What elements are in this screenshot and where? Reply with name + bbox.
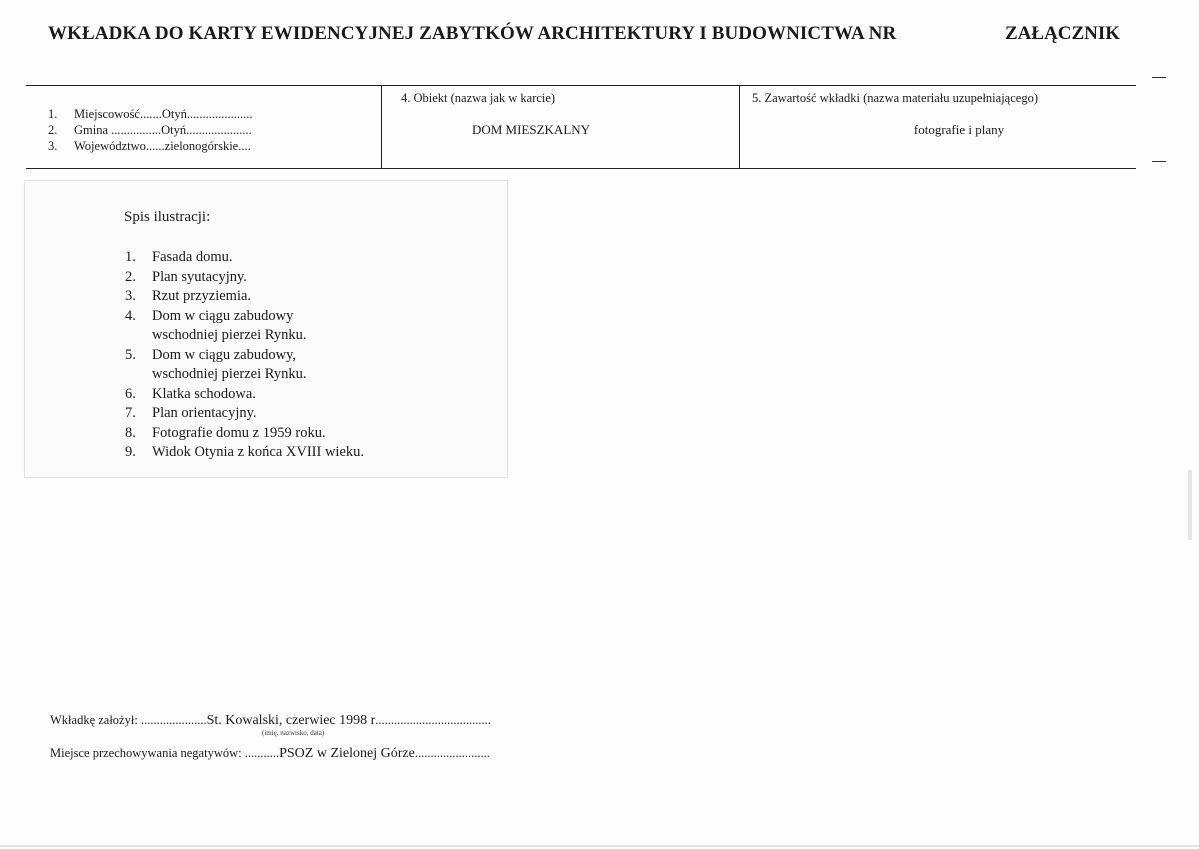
list-item: 2. Plan syutacyjny. [125,268,247,285]
founder-sublabel: (imię, nazwisko, data) [262,729,325,737]
scan-mark-right [1188,470,1192,540]
location-item: 1. Miejscowość.......Otyń..................... [48,107,253,121]
location-item: 3. Województwo......zielonogórskie.... [48,139,251,153]
founder-label: Wkładkę założył: [50,713,138,727]
storage-line: Miejsce przechowywania negatywów: ...........PSOZ w Zielonej Górze........................ [50,746,490,761]
storage-value: PSOZ w Zielonej Górze [279,746,415,761]
list-item: 7. Plan orientacyjny. [125,405,257,421]
list-item: 6. Klatka schodowa. [125,385,256,402]
contents-value: fotografie i plany [913,122,1005,137]
illustrations-list [125,248,364,463]
list-item: 8. Fotografie domu z 1959 roku. [125,424,326,441]
location-item: 2. Gmina ................Otyń..................... [48,123,252,137]
contents-heading: 5. Zawartość wkładki (nazwa materiału uzupełniającego) [752,91,1038,105]
list-item: 5. Dom w ciągu zabudowy, wschodniej pierzei Rynku. [125,346,307,382]
founder-line: Wkładkę założył: .....................St. Kowalski, czerwiec 1998 r..................................... [50,713,491,728]
object-heading: 4. Obiekt (nazwa jak w karcie) [401,91,556,105]
table-bottom-border [26,168,1136,169]
document-title: WKŁADKA DO KARTY EWIDENCYJNEJ ZABYTKÓW ARCHITEKTURY I BUDOWNICTWA NR [48,23,897,44]
storage-label: Miejsce przechowywania negatywów: [50,746,242,760]
object-value: DOM MIESZKALNY [471,122,591,137]
list-item: 9. Widok Otynia z końca XVIII wieku. [125,444,365,460]
illustrations-card [24,180,508,478]
annex-label: ZAŁĄCZNIK [1005,23,1121,44]
list-item: 1. Fasada domu. [125,249,233,265]
margin-tick-bottom [1152,161,1166,162]
illustrations-title: Spis ilustracji: [124,209,211,225]
founder-value: St. Kowalski, czerwiec 1998 r [206,713,376,728]
location-list [48,106,252,154]
list-item: 3. Rzut przyziemia. [125,288,252,304]
list-item: 4. Dom w ciągu zabudowy wschodniej pierzei Rynku. [125,307,307,343]
scan-mark-bottom [0,845,1199,847]
margin-tick-top [1152,77,1166,78]
table-top-border [26,85,1136,86]
